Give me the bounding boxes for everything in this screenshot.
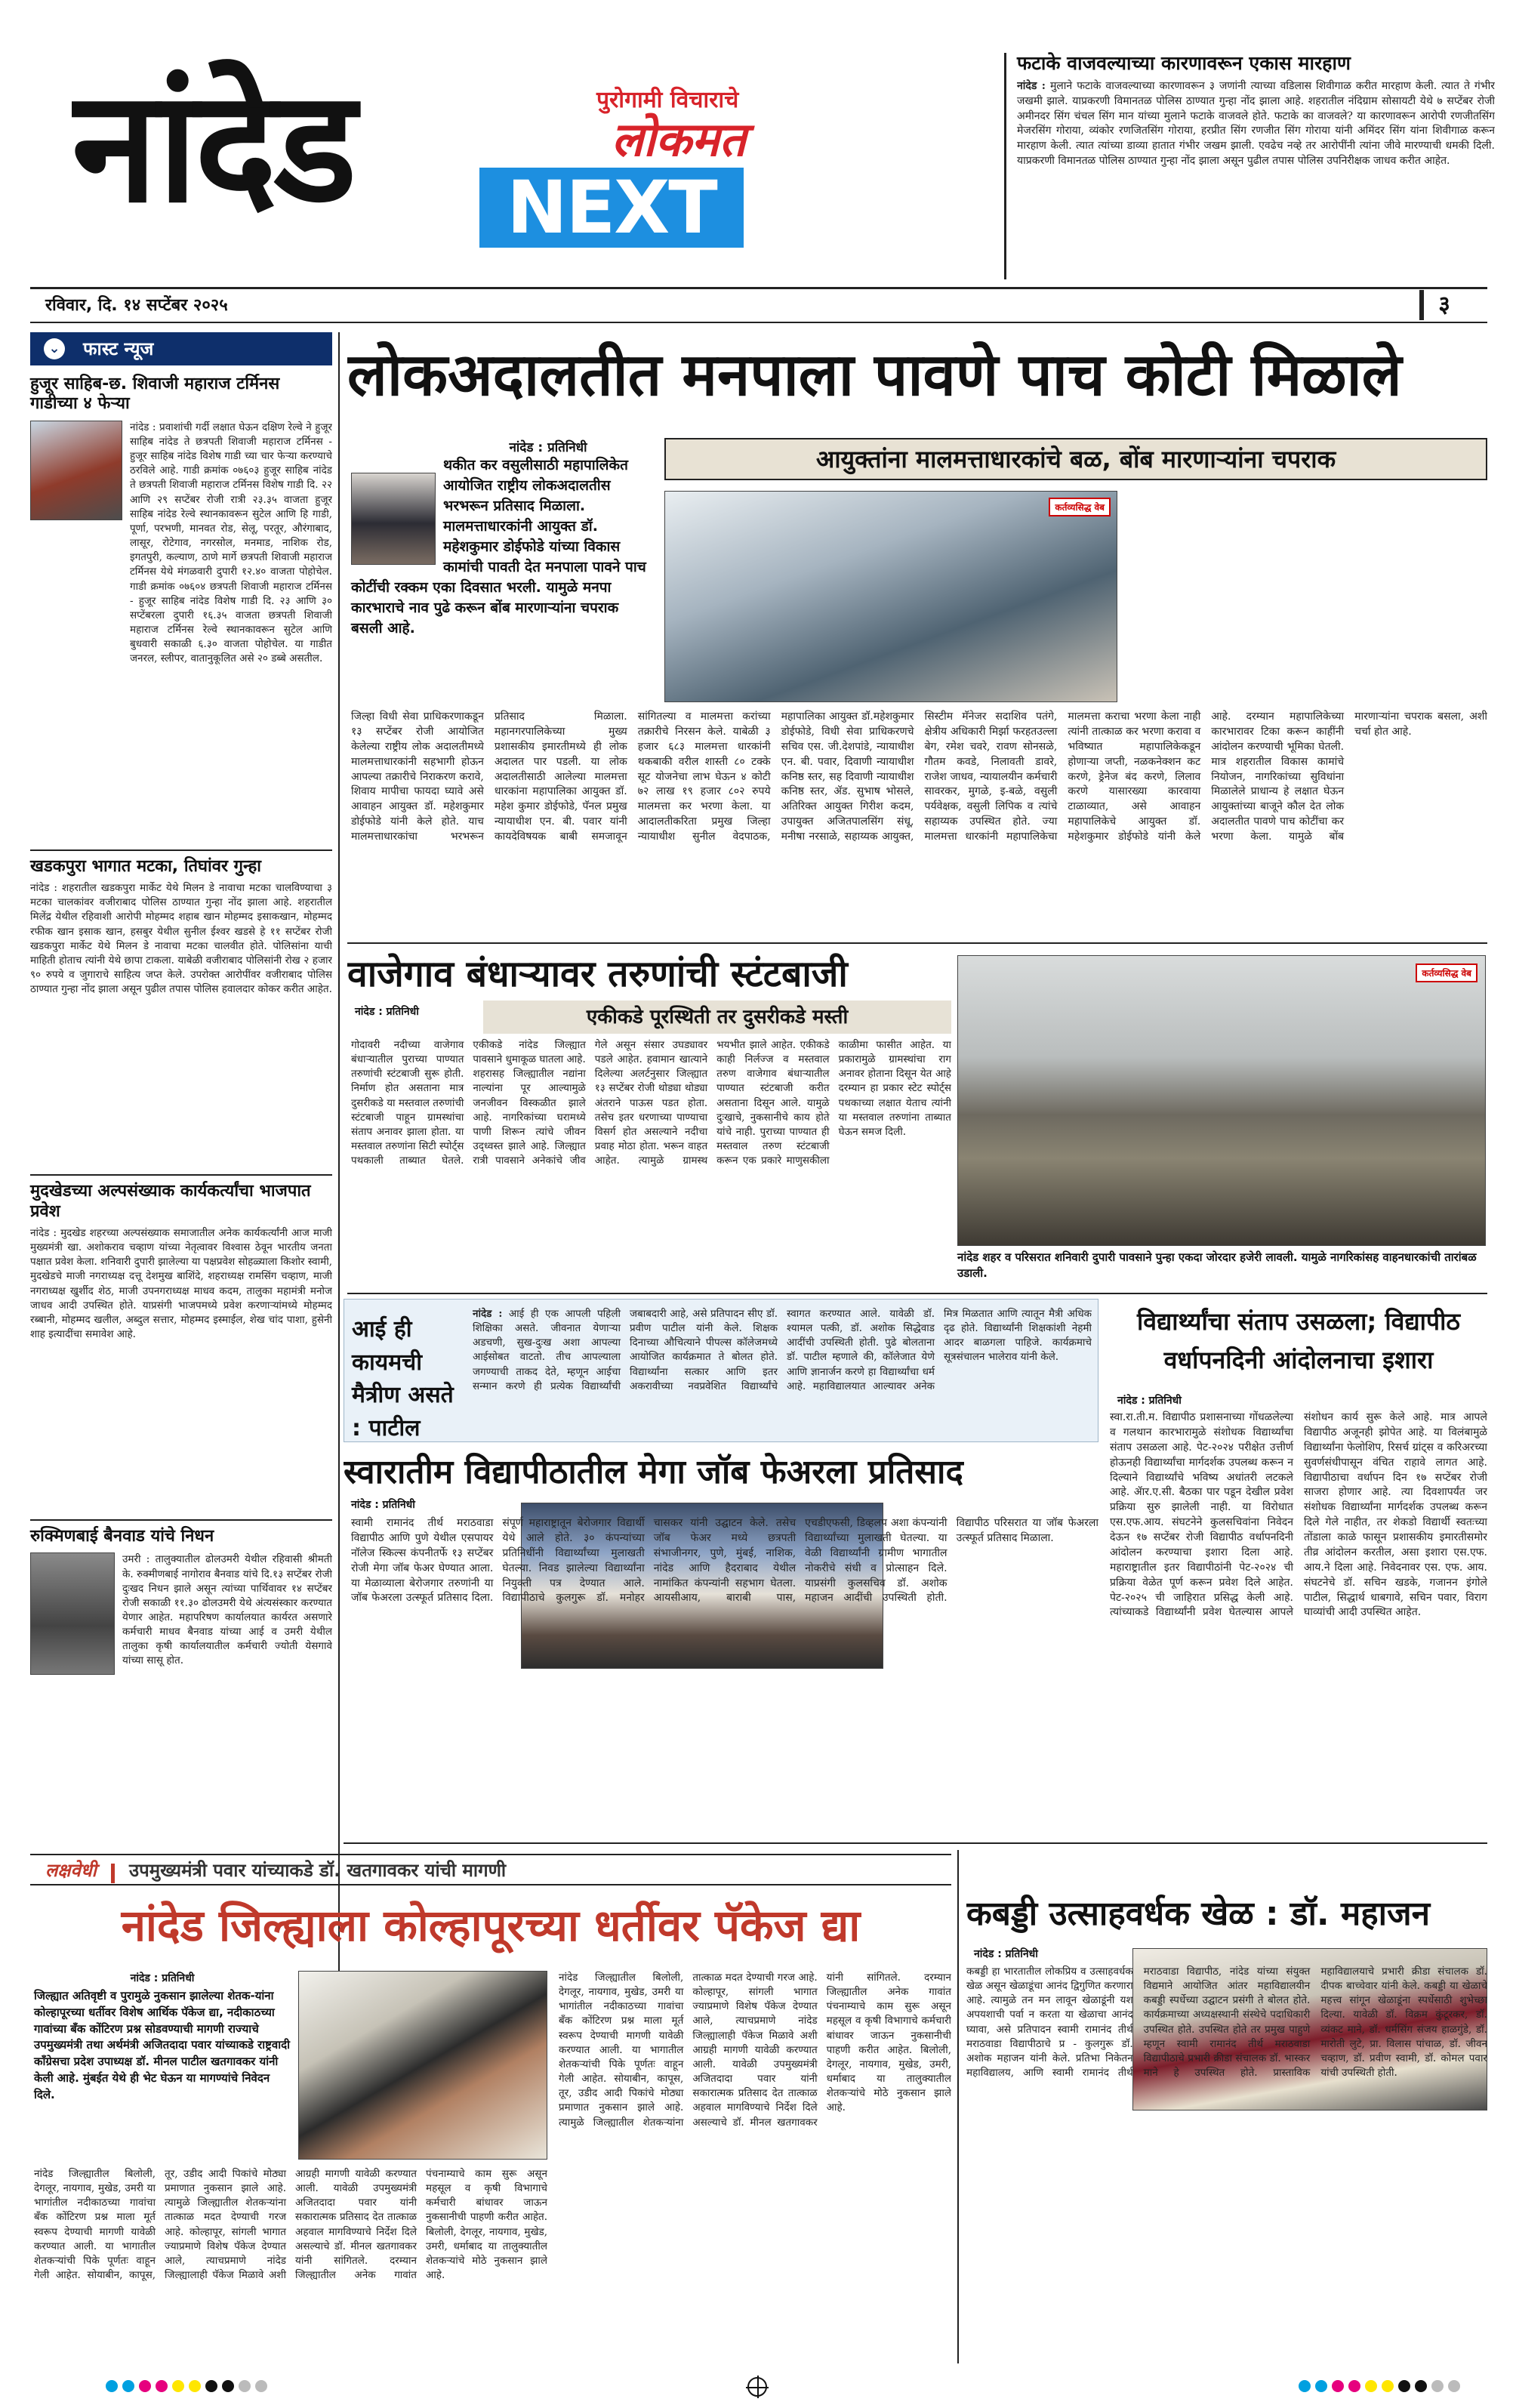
wajegaon-headline: वाजेगाव बंधाऱ्यावर तरुणांची स्टंटबाजी [347, 953, 848, 995]
package-body-lower: नांदेड जिल्ह्यातील बिलोली, देगलूर, नायगाव, मुखेड, उमरी या भागांतील नदीकाठच्या गावांचा बँक कोंटिरण प्रश्न माला मूर्त स्वरूप देण्याची मागणी यावेळी करण्यात आली. या भागातील शेतकऱ्यांची पिके पूर्णतः वाहून गेली आहेत. सोयाबीन, कापूस, तूर, उडीद आदी पिकांचे मोठ्या प्रमाणात नुकसान झाले आहे. त्यामुळे जिल्ह्यातील शेतकऱ्यांना तात्काळ मदत देण्याची गरज आहे. कोल्हापूर, सांगली भागात ज्याप्रमाणे विशेष पॅकेज देण्यात आले, त्याचप्रमाणे नांदेड जिल्ह्यालाही पॅकेज मिळावे अशी आग्रही मागणी यावेळी करण्यात आली. यावेळी उपमुख्यमंत्री अजितदादा पवार यांनी सकारात्मक प्रतिसाद देत तात्काळ अहवाल मागविण्याचे निर्देश दिले असल्याचे डॉ. मीनल खतगावकर यांनी सांगितले. दरम्यान जिल्ह्यातील अनेक गावांत पंचनाम्याचे काम सुरू असून महसूल व कृषी विभागाचे कर्मचारी बांधावर जाऊन नुकसानीची पाहणी करीत आहेत. बिलोली, देगलूर, नायगाव, मुखेड, उमरी, धर्माबाद या तालुक्यातील शेतकऱ्यांचे मोठे नुकसान झाले आहे. [34, 2168, 547, 2282]
package-byline: नांदेड : प्रतिनिधी [130, 1972, 195, 1984]
fast-news-item [30, 375, 332, 843]
lokadalat-photo [664, 491, 1117, 702]
fast-news-body: नांदेड : मुदखेड शहरच्या अल्पसंख्याक समाजातील अनेक कार्यकर्त्यांनी आज माजी मुख्यमंत्री खा. अशोकराव चव्हाण यांच्या नेतृत्वावर विश्वास ठेवून भारतीय जनता पक्षात प्रवेश केला. शनिवारी दुपारी झालेल्या या पक्षप्रवेश सोहळ्याला किशोर स्वामी, मुदखेडचे माजी नगराध्यक्ष दत्तू देशमुख बाशिंदे, शहराध्यक्ष रामसिंग चव्हाण, माजी नगराध्यक्ष खुर्शीद शेठ, माजी उपनगराध्यक्ष माधव कदम, तालुका महामंत्री मनोज जाधव आदी उपस्थित होते. याप्रसंगी भाजपमध्ये प्रवेश करणाऱ्यांमध्ये मोहम्मद रब्बानी, मोहम्मद खलील, अब्दुल सत्तार, मोहम्मद इस्माईल, शेख चांद पाशा, हुसेनी शाह इत्यादींचा समावेश आहे. [30, 1226, 332, 1341]
crosshair-icon [747, 2377, 767, 2397]
date-line: रविवार, दि. १४ सप्टेंबर २०२५ [45, 296, 228, 315]
divider [347, 942, 1487, 944]
lakshvedhi-strip [30, 1854, 951, 1885]
package-body: नांदेड जिल्ह्यातील बिलोली, देगलूर, नायगाव, मुखेड, उमरी या भागांतील नदीकाठच्या गावांचा बँक कोंटिरण प्रश्न माला मूर्त स्वरूप देण्याची मागणी यावेळी करण्यात आली. या भागातील शेतकऱ्यांची पिके पूर्णतः वाहून गेली आहेत. सोयाबीन, कापूस, तूर, उडीद आदी पिकांचे मोठ्या प्रमाणात नुकसान झाले आहे. त्यामुळे जिल्ह्यातील शेतकऱ्यांना तात्काळ मदत देण्याची गरज आहे. कोल्हापूर, सांगली भागात ज्याप्रमाणे विशेष पॅकेज देण्यात आले, त्याचप्रमाणे नांदेड जिल्ह्यालाही पॅकेज मिळावे अशी आग्रही मागणी यावेळी करण्यात आली. यावेळी उपमुख्यमंत्री अजितदादा पवार यांनी सकारात्मक प्रतिसाद देत तात्काळ अहवाल मागविण्याचे निर्देश दिले असल्याचे डॉ. मीनल खतगावकर यांनी सांगितले. दरम्यान जिल्ह्यातील अनेक गावांत पंचनाम्याचे काम सुरू असून महसूल व कृषी विभागाचे कर्मचारी बांधावर जाऊन नुकसानीची पाहणी करीत आहेत. बिलोली, देगलूर, नायगाव, मुखेड, उमरी, धर्माबाद या तालुक्यातील शेतकऱ्यांचे मोठे नुकसान झाले आहे. [559, 1972, 951, 2129]
vidyarthi-body: स्वा.रा.ती.म. विद्यापीठ प्रशासनाच्या गोंधळलेल्या व गलथान कारभारामुळे संशोधक विद्यार्थ्यांचा संताप उसळला आहे. पेट-२०२४ परीक्षेत उत्तीर्ण होऊनही विद्यार्थ्यांचा मार्गदर्शक उपलब्ध करून न दिल्याने विद्यार्थ्यांचे भविष्य अधांतरी लटकले आहे. ॲार.ए.सी. बैठका पार पडून देखील प्रवेश प्रक्रिया सुरु झालेली नाही. या विरोधात एस.एफ.आय. संघटनेने कुलसचिवांना निवेदन देऊन १७ सप्टेंबर रोजी विद्यापीठ वर्धापनदिनी आंदोलन करण्याचा इशारा दिला आहे. महाराष्ट्रातील इतर विद्यापीठांनी पेट-२०२४ ची प्रक्रिया वेळेत पूर्ण करून प्रवेश दिले आहेत. पेट-२०२५ ची जाहिरात प्रसिद्ध केली आहे. त्यांच्याकडे विद्यार्थ्यांनी प्रवेश घेतल्यास आपले संशोधन कार्य सुरू केले आहे. मात्र आपले विद्यापीठ अजूनही झोपेत आहे. या विलंबामुळे विद्यार्थ्यांना फेलोशिप, रिसर्च ग्रांट्स व करिअरच्या सुवर्णसंधीपासून वंचित राहावे लागत आहे. विद्यापीठाचा वर्धापन दिन १७ सप्टेंबर रोजी साजरा होणार आहे. त्या दिवशापर्यंत जर संशोधक विद्यार्थ्यांना मार्गदर्शक उपलब्ध करून दिले गेले नाहीत, तर शेकडो विद्यार्थी स्वतःच्या तोंडाला काळे फासून प्रशासकीय इमारतीसमोर तीव्र आंदोलन करतील, असा इशारा एस.एफ. आय.ने दिला आहे. निवेदनावर एस. एफ. आय. संघटनेचे डॉ. सचिन खडके, गजानन इंगोले पाटील, सिद्धार्थ धाबगावे, सचिन पवार, विराग घाव्यांची आदी उपस्थित आहेत. [1110, 1411, 1487, 1619]
vidyarthi-headline: विद्यार्थ्यांचा संताप उसळला; विद्यापीठ वर्धापनदिनी आंदोलनाचा इशारा [1137, 1307, 1460, 1375]
lead-intro: थकीत कर वसुलीसाठी महापालिकेत आयोजित राष्ट्रीय लोकअदालतीस भरभरून प्रतिसाद मिळाला. मालमत्ताधारकांनी आयुक्त डॉ. महेशकुमार डोईफोडे यांच्या विकास कामांची पावती देत मनपाला पावने पाच कोटींची रक्कम एका दिवसात भरली. यामुळे मनपा कारभाराचे नाव पुढे करून बोंब मारणाऱ्यांना चपराक बसली आहे. [351, 457, 646, 637]
photo-watermark: कर्तव्यसिद्ध वेब [1049, 498, 1111, 516]
registration-marks-left [106, 2380, 302, 2395]
divider [957, 1850, 959, 2363]
rain-photo-caption: नांदेड शहर व परिसरात शनिवारी दुपारी पावसाने पुन्हा एकदा जोरदार हजेरी लावली. यामुळे नागरिकांसह वाहनधारकांची तारांबळ उडाली. [957, 1250, 1477, 1280]
portrait-photo [30, 1552, 115, 1675]
kabaddi-byline: नांदेड : प्रतिनिधी [974, 1948, 1038, 1960]
kabaddi-headline: कबड्डी उत्साहवर्धक खेळ : डॉ. महाजन [966, 1895, 1431, 1933]
masthead-title: नांदेड [72, 57, 354, 237]
divider [347, 1293, 1487, 1294]
rain-photo [957, 955, 1486, 1246]
registration-dot [1365, 2380, 1377, 2392]
date-rule-top [30, 287, 1487, 289]
wajegaon-subhead: एकीकडे पूरस्थिती तर दुसरीकडे मस्ती [483, 1001, 951, 1034]
registration-marks-right [1299, 2380, 1495, 2395]
fast-news-body: उमरी : तालुक्यातील ढोलउमरी येथील रहिवासी श्रीमती के. रुक्मीणबाई नागोराव बैनवाड यांचे दि.१३ सप्टेंबर रोजी दुःखद निधन झाले असून त्यांच्या पार्थिवावर १४ सप्टेंबर रोजी सकाळी ११.३० ढोलउमरी येथे अंत्यसंस्कार करण्यात येणार आहेत. महापरिषण कार्यालयात कार्यरत असणारे कर्मचारी माधव बैनवाड यांच्या आई व उमरी येथील तालुका कृषी कार्यालयातील कर्मचारी ज्योती येसगावे यांच्या सासू होत. [122, 1553, 332, 1667]
registration-dot [222, 2380, 234, 2392]
quote-body: नांदेड : आई ही एक आपली पहिली शिक्षिका असते. जीवनात येणाऱ्या अडचणी, सुख-दुःख अशा आपल्या आईसोबत वाटतो. तीच आपल्याला जगण्याची ताकद देते, म्हणून आईचा सन्मान करणे ही प्रत्येक विद्यार्थ्यांची जबाबदारी आहे, असे प्रतिपादन सीए डॉ. प्रवीण पाटील यांनी केले. शिक्षक दिनाच्या औचित्याने पीपल्स कॉलेजमध्ये आयोजित कार्यक्रमात ते बोलत होते. विद्यार्थ्यांना सत्कार आणि इतर अकरावीच्या नवप्रवेशित विद्यार्थ्यांचे स्वागत करण्यात आले. यावेळी डॉ. श्यामल पत्की, डॉ. अशोक सिद्धेवाड आदींची उपस्थिती होती. पुढे बोलताना डॉ. पाटील म्हणाले की, कॉलेजात येणे आणि ज्ञानार्जन करणे हा विद्यार्थ्यांचा धर्म आहे. महाविद्यालयात आल्यावर अनेक मित्र मिळतात आणि त्यातून मैत्री अधिक दृढ होते. विद्यार्थ्यांनी शिक्षकांशी नेहमी आदर बाळगला पाहिजे. कार्यक्रमाचे सूत्रसंचालन भालेराव यांनी केले. [473, 1308, 1092, 1392]
package-intro-box [34, 1971, 291, 2160]
registration-dot [106, 2380, 118, 2392]
vidyarthi-byline: नांदेड : प्रतिनिधी [1117, 1395, 1182, 1407]
registration-dot [205, 2380, 217, 2392]
masthead [0, 0, 981, 279]
date-rule-bottom [30, 322, 1487, 323]
registration-dot [1299, 2380, 1311, 2392]
fast-news-body: नांदेड : शहरातील खडकपुरा मार्केट येथे मिलन डे नावाचा मटका चालविण्याचा ३ मटका चालकांवर वजीराबाद पोलिस ठाण्यात गुन्हा नोंद झाला आहे. शहरातील मिलेंद्र येथील रहिवाशी आरोपी मोहम्मद शहाब खान मोहम्मद इसाकखान, मोहम्मद रफीक खान इसाक खान, हसबुर येथील सुनील ईश्वर खडसे हे ११ सप्टेंबर रोजी खडकपुरा मार्केट येथे मिलन डे नावाचा मटका चालवीत होते. पोलिसांना याची माहिती होताच त्यांनी येथे छापा टाकला. याबेळी वजीराबाद पोलिसांनी रोख २ हजार ९० रुपये व जुगाराचे साहित्य जप्त केले. उपरोक्त आरोपींवर वजीराबाद पोलिस ठाण्यात गुन्हा नोंद झाला असून पुढील तपास पोलिस हवालदार कोकर करीत आहेत. [30, 882, 332, 996]
registration-dot [255, 2380, 267, 2392]
registration-dot [1382, 2380, 1394, 2392]
kabaddi-body: कबड्डी हा भारतातील लोकप्रिय व उत्साहवर्धक खेळ असून खेळाडूंचा आनंद द्विगुणित करणारा आहे. त्यामुळे तन मन लावून खेळाडूंनी यश अपयशाची पर्वा न करता या खेळाचा आनंद घ्यावा, असे प्रतिपादन स्वामी रामानंद तीर्थ मराठवाडा विद्यापीठाचे प्र - कुलगुरू डॉ. अशोक महाजन यांनी केले. प्रतिभा निकेतन महाविद्यालय, आणि स्वामी रामानंद तीर्थ मराठवाडा विद्यापीठ, नांदेड यांच्या संयुक्त विद्यमाने आयोजित आंतर महाविद्यालयीन कबड्डी स्पर्धेच्या उद्घाटन प्रसंगी ते बोलत होते. कार्यक्रमाच्या अध्यक्षस्थानी संस्थेचे पदाधिकारी उपस्थित होते. उपस्थित होते तर प्रमुख पाहुणे म्हणून स्वामी रामानंद तीर्थ मराठवाडा विद्यापीठाचे प्रभारी क्रीडा संचालक डॉ. भास्कर माने हे उपस्थित होते. प्रास्ताविक महाविद्यालयाचे प्रभारी क्रीडा संचालक डॉ. दीपक बाच्चेवार यांनी केले. कबड्डी या खेळाचे महत्त्व सांगून खेळाडूंना स्पर्धेसाठी शुभेच्छा दिल्या. यावेळी डॉ. विक्रम कुंटूरकर, डॉ. व्यंकट माने, डॉ. धर्मसिंग संजय हाळगुंडे, डॉ. मारोती लुटे, प्रा. विलास पांचाळ, डॉ. जीवन चव्हाण, डॉ. प्रवीण स्वामी, डॉ. कोमल पवार यांची उपस्थिती होती. [966, 1966, 1487, 2080]
brand-tagline: पुरोगामी विचाराचे [596, 87, 739, 113]
fast-news-header: ⌄ फास्ट न्यूज [30, 332, 332, 365]
lead-headline: लोकअदालतीत मनपाला पावणे पाच कोटी मिळाले [347, 341, 1402, 409]
divider [344, 1842, 1487, 1844]
registration-dot [156, 2380, 168, 2392]
jobfair-body: स्वामी रामानंद तीर्थ मराठवाडा विद्यापीठ आणि पुणे येथील एसपायर नॉलेज स्किल्स कंपनीतर्फे १३ सप्टेंबर रोजी मेगा जॉब फेअर घेण्यात आला. या मेळाव्याला बेरोजगार तरुणांनी या जॉब फेअरला उत्स्फूर्त प्रतिसाद दिला. संपूर्ण महाराष्ट्रातून बेरोजगार विद्यार्थी येथे आले होते. ३० कंपन्यांच्या प्रतिनिधींनी विद्यार्थ्यांच्या मुलाखती घेतल्या. निवड झालेल्या विद्यार्थ्यांना नियुक्ती पत्र देण्यात आले. विद्यापीठाचे कुलगुरू डॉ. मनोहर चासकर यांनी उद्घाटन केले. तसेच जॉब फेअर मध्ये छत्रपती संभाजीनगर, पुणे, मुंबई, नाशिक, नांदेड आणि हैदराबाद येथील नामांकित कंपन्यांनी सहभाग घेतला. आयसीआय, बाराबी पास, एचडीएफसी, डिव्हलप अशा कंपन्यांनी विद्यार्थ्यांच्या मुलाखती घेतल्या. या वेळी विद्यार्थ्यांनी ग्रामीण भागातील नोकरीचे संधी व प्रोत्साहन दिले. याप्रसंगी कुलसचिव डॉ. अशोक महाजन आदींची उपस्थिती होती. विद्यापीठ परिसरात या जॉब फेअरला उत्स्फूर्त प्रतिसाद मिळाला. [351, 1517, 1098, 1605]
fast-news-item [30, 857, 332, 1168]
divider [30, 849, 332, 851]
brand-name: लोकमत [612, 112, 747, 167]
quote-headline: आई ही कायमची मैत्रीण असते : पाटील [352, 1316, 454, 1441]
registration-dot [1398, 2380, 1410, 2392]
lead-intro-box [351, 438, 653, 695]
fast-news-title: खडकपुरा भागात मटका, तिघांवर गुन्हा [30, 856, 261, 876]
divider [30, 1174, 332, 1176]
brand-next: NEXT [479, 168, 744, 248]
wajegaon-body: गोदावरी नदीच्या वाजेगाव बंधाऱ्यातील पुराच्या पाण्यात तरुणांची स्टंटबाजी सुरू होती. निर्माण होत असताना मात्र दुसरीकडे या मस्तवाल तरुणांची स्टंटबाजी पाहून ग्रामस्थांचा संताप अनावर झाला होता. या मस्तवाल तरुणांना सिटी स्पोर्ट्स पथकाली ताब्यात घेतले. एकीकडे नांदेड जिल्ह्यात पावसाने धुमाकूळ घातला आहे. शहरासह जिल्ह्यातील नद्यांना नाल्यांना पूर आल्यामुळे जनजीवन विस्कळीत झाले आहे. नागरिकांच्या घरामध्ये पाणी शिरून त्यांचे जीवन उद्ध्वस्त झाले आहे. जिल्ह्यात रात्री पावसाने अनेकांचे जीव गेले असून संसार उघड्यावर पडले आहेत. हवामान खात्याने दिलेल्या अलर्टनुसार जिल्ह्यात १३ सप्टेंबर रोजी थोड्या थोड्या अंतराने पाऊस पडत होता. तसेच इतर धरणाच्या पाण्याचा विसर्ग होत असल्याने नदीचा प्रवाह मोठा होता. भरून वाहत आहेत. त्यामुळे ग्रामस्थ भयभीत झाले आहेत. एकीकडे काही निर्लज्ज व मस्तवाल तरुण वाजेगाव बंधाऱ्यातील पाण्यात स्टंटबाजी करीत असताना दिसून आले. यामुळे दुःखाचे, नुकसानीचे काय होते यांचे नाही. पुराच्या पाण्यात ही मस्तवाल तरुण स्टंटबाजी करून एक प्रकारे माणुसकीला काळीमा फासीत आहेत. या प्रकारामुळे ग्रामस्थांचा राग अनावर होताना दिसून येत आहे दरम्यान हा प्रकार स्टेट स्पोर्ट्स पथकाच्या लक्षात येताच त्यांनी या मस्तवाल तरुणांना ताब्यात घेऊन समज दिली. [351, 1039, 951, 1167]
fast-news-sidebar [30, 332, 332, 2069]
registration-dot [1315, 2380, 1327, 2392]
registration-dot [172, 2380, 184, 2392]
commissioner-photo [351, 473, 436, 565]
lakshvedhi-label: लक्षवेधी [45, 1860, 97, 1881]
divider [30, 1519, 332, 1521]
page-number: ३ [1438, 291, 1450, 318]
fast-news-title: रुक्मिणबाई बैनवाड यांचे निधन [30, 1526, 214, 1546]
lead-byline: नांदेड : प्रतिनिधी [509, 440, 587, 455]
lead-subhead: आयुक्तांना मालमत्ताधारकांचे बळ, बोंब मारणाऱ्यांना चपराक [664, 438, 1487, 480]
registration-dot [239, 2380, 251, 2392]
chevron-down-icon: ⌄ [44, 338, 65, 359]
registration-dot [139, 2380, 151, 2392]
fast-news-title: मुदखेडच्या अल्पसंख्याक कार्यकर्त्यांचा भाजपात प्रवेश [30, 1182, 311, 1221]
wajegaon-byline: नांदेड : प्रतिनिधी [355, 1006, 419, 1018]
fast-news-body: नांदेड : प्रवाशांची गर्दी लक्षात घेऊन दक्षिण रेल्वे ने हुजूर साहिब नांदेड ते छत्रपती शिवाजी महाराज टर्मिनस - हुजूर साहिब नांदेड विशेष गाडी च्या चार फेऱ्या करण्याचे ठरविले आहे. गाडी क्रमांक ०७६०३ हुजूर साहिब नांदेड ते छत्रपती शिवाजी महाराज टर्मिनस विशेष गाडी दि. २२ आणि २९ सप्टेंबर रोजी रात्री २३.३५ वाजता हुजूर साहिब नांदेड रेल्वे स्थानकावरून सुटेल आणि हि गाडी, पूर्णा, परभणी, मानवत रोड, सेलू, परतूर, औरंगाबाद, लासूर, रोटेगाव, नगरसोल, मनमाड, नाशिक रोड, इगतपुरी, कल्याण, ठाणे मार्गे छत्रपती शिवाजी महाराज टर्मिनस येथे मंगळवारी दुपारी १२.४० वाजता पोहोचेल. गाडी क्रमांक ०७६०४ छत्रपती शिवाजी महाराज टर्मिनस - हुजूर साहिब नांदेड विशेष गाडी दि. २३ आणि ३० सप्टेंबरला दुपारी १६.३५ वाजता छत्रपती शिवाजी महाराज टर्मिनस रेल्वे स्थानकावरून सुटेल आणि बुधवारी सकाळी ६.३० वाजता पोहोचेल. या गाडीत जनरल, स्लीपर, वातानुकूलित असे २० डब्बे असतील. [130, 421, 332, 665]
jobfair-byline: नांदेड : प्रतिनिधी [351, 1499, 415, 1511]
top-story-title: फटाके वाजवल्याच्या कारणावरून एकास मारहाण [1017, 52, 1351, 74]
fast-news-item [30, 1182, 332, 1513]
registration-dot [1448, 2380, 1460, 2392]
top-story-box [1004, 53, 1495, 279]
quote-box [344, 1299, 1098, 1442]
package-headline: नांदेड जिल्ह्याला कोल्हापूरच्या धर्तीवर पॅकेज द्या [121, 1900, 861, 1951]
train-photo [30, 421, 122, 520]
registration-dot [1415, 2380, 1427, 2392]
separator-icon [111, 1864, 115, 1883]
fast-news-title: हुजूर साहिब-छ. शिवाजी महाराज टर्मिनस गाडीच्या ४ फेऱ्या [30, 375, 280, 414]
package-intro: जिल्ह्यात अतिवृष्टी व पुरामुळे नुकसान झालेल्या शेतक-यांना कोल्हापूरच्या धर्तीवर विशेष आर्थिक पॅकेज द्या, नदीकाठच्या गावांच्या बँक कोंटिरण प्रश्न सोडवण्याची मागणी राज्याचे उपमुख्यमंत्री तथा अर्थमंत्री अजितदादा पवार यांच्याकडे राष्ट्रवादी काँग्रेसचा प्रदेश उपाध्यक्ष डॉ. मीनल पाटील खतगावकर यांनी केली आहे. मुंबईत येथे ही भेट घेऊन या मागण्यांचे निवेदन दिले. [34, 1989, 290, 2101]
registration-dot [122, 2380, 134, 2392]
photo-watermark: कर्तव्यसिद्ध वेब [1416, 964, 1477, 982]
registration-dot [1332, 2380, 1344, 2392]
lakshvedhi-kicker: उपमुख्यमंत्री पवार यांच्याकडे डॉ. खतगावकर यांची मागणी [129, 1860, 507, 1881]
registration-dot [1348, 2380, 1360, 2392]
jobfair-headline: स्वारातीम विद्यापीठातील मेगा जॉब फेअरला प्रतिसाद [344, 1453, 963, 1491]
pawar-photo [298, 1971, 547, 2160]
page-number-box [1419, 290, 1465, 320]
top-story-body: नांदेड : मुलाने फटाके वाजवल्याच्या कारणावरून ३ जणांनी त्याच्या वडिलास शिवीगाळ करीत मारहाण केली. त्यात ते गंभीर जखमी झाले. याप्रकरणी विमानतळ पोलिस ठाण्यात गुन्हा नोंद झाला आहे. शहरातील नंदिग्राम सोसायटी येथे ७ सप्टेंबर रोजी अमीनदर सिंग चंचल सिंग मान यांच्या मुलाने फटाके वाजवले होते. फटाके का वाजवले? या कारणावरून आरोपी रणजीतसिंग मेजरसिंग गोराया, व्यंकोर रणजितसिंग गोराया, हरप्रीत सिंग रणजीत सिंग गोराया यांनी अमिंदर सिंग यांना शिवीगाळ करून मारहाण केली. त्यात त्यांच्या डाव्या हातात गंभीर जखम झाली. एवढेच नव्हे तर आरोपींनी त्यांना जीवे मारण्याची धमकी दिली. याप्रकरणी विमानतळ पोलिस ठाण्यात गुन्हा नोंद झाला असून पुढील तपास पोलिस उपनिरीक्षक जाधव करीत आहेत. [1017, 79, 1495, 168]
lead-body: जिल्हा विधी सेवा प्राधिकरणाकडून १३ सप्टेंबर रोजी आयोजित केलेल्या राष्ट्रीय लोक अदालतीमध्ये मालमत्ताधारकांनी सहभागी होऊन आपल्या तक्रारीचे निराकरण करावे, शिवाय मापीचा फायदा घ्यावे असे आवाहन आयुक्त डॉ. महेशकुमार डोईफोडे यांनी केले होते. याच मालमत्ताधारकांचा भरभरून प्रतिसाद मिळाला. महानगरपालिकेच्या मुख्य प्रशासकीय इमारतीमध्ये ही लोक अदालत पार पडली. या लोक अदालतीसाठी आलेल्या मालमत्ता धारकांना महापालिका आयुक्त डॉ. महेश कुमार डोईफोडे, पॅनल प्रमुख न्यायाधीश एन. बी. पवार यांनी कायदेविषयक बाबी समजावून सांगितल्या व मालमत्ता करांच्या तक्रारीचे निरसन केले. याबेळी ३ हजार ६८३ मालमत्ता धारकांनी थकबाकी वरील शास्ती ८० टक्के सूट योजनेचा लाभ घेऊन ४ कोटी ७२ लाख १९ हजार ८०२ रुपये मालमत्ता कर भरणा केला. या आदालतीकरिता प्रमुख जिल्हा न्यायाधीश सुनील वेदपाठक, महापालिका आयुक्त डॉ.महेशकुमार डोईफोडे, विधी सेवा प्राधिकरणचे सचिव एस. जी.देशपांडे, न्यायाधीश एन. बी. पवार, दिवाणी न्यायाधीश कनिष्ठ स्तर, सह दिवाणी न्यायाधीश कनिष्ठ स्तर, ॲड. सुभाष भोसले, अतिरिक्त आयुक्त गिरीश कदम, उपायुक्त अजितपालसिंग संधू, मनीषा नरसाळे, सहाय्यक आयुक्त, सिस्टीम मॅनेजर सदाशिव पतंगे, क्षेत्रीय अधिकारी मिर्झा फरहतउल्ला बेग, रमेश चवरे, रावण सोनसळे, गौतम कवडे, निलावती डावरे, राजेश जाधव, न्यायालयीन कर्मचारी सावरकर, मुगळे, इ-बळे, वसुली पर्यवेक्षक, वसुली लिपिक व त्यांचे सहाय्यक उपस्थित होते. ज्या मालमत्ता धारकांनी महापालिकेचा मालमत्ता कराचा भरणा केला नाही त्यांनी तात्काळ कर भरणा करावा व भविष्यात महापालिकेकडून होणाऱ्या जप्ती, नळकनेक्शन कट करणे, ड्रेनेज बंद करणे, लिलाव करणे यासारख्या कारवाया टाळाव्यात, असे आवाहन महापालिकेचे आयुक्त डॉ. महेशकुमार डोईफोडे यांनी केले आहे. दरम्यान महापालिकेच्या कारभारावर टिका करून काहींनी आंदोलन करण्याची भूमिका घेतली. मात्र शहरातील विकास कामांचे नियोजन, नागरिकांच्या सुविधांना मिळालेले प्राधान्य हे लक्षात घेऊन आयुक्तांच्या बाजूने कौल देत लोक अदालतीत पावणे पाच कोटींचा कर भरणा केला. यामुळे बोंब मारणाऱ्यांना चपराक बसला, अशी चर्चा होत आहे. [351, 711, 1487, 843]
fast-news-item [30, 1527, 332, 1779]
registration-dot [189, 2380, 201, 2392]
registration-dot [1431, 2380, 1444, 2392]
sidebar-divider [338, 332, 340, 2069]
